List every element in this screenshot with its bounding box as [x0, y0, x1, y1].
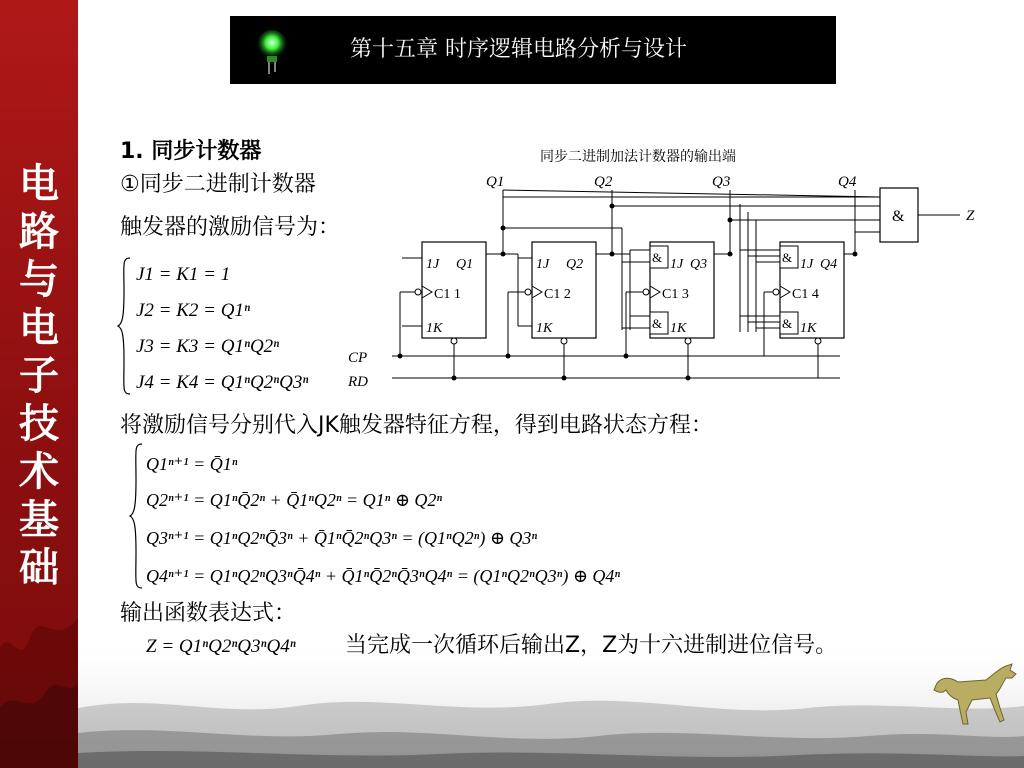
svg-text:&: &: [782, 316, 793, 331]
ff2-c: C1 2: [544, 287, 571, 302]
circuit-caption: 同步二进制加法计数器的输出端: [540, 150, 736, 165]
output-eq: Z = Q1ⁿQ2ⁿQ3ⁿQ4ⁿ: [146, 636, 296, 657]
state-eq-1: Q1ⁿ⁺¹ = Q̄1ⁿ: [146, 454, 238, 474]
sidebar-char: 技: [19, 401, 59, 447]
ff3-j: 1J: [670, 257, 684, 272]
excitation-eq-3: J3 = K3 = Q1ⁿQ2ⁿ: [136, 336, 280, 357]
section-heading: 1. 同步计数器: [120, 139, 262, 164]
ff2-k: 1K: [536, 321, 553, 336]
green-led-icon: [252, 30, 292, 74]
and-gate-symbol: &: [892, 208, 905, 225]
output-equation: [140, 628, 340, 664]
ff4-q: Q4: [820, 257, 838, 272]
state-equations: [128, 440, 648, 592]
output-note: 当完成一次循环后输出Z，Z为十六进制进位信号。: [345, 633, 838, 658]
state-eq-3: Q3ⁿ⁺¹ = Q1ⁿQ2ⁿQ̄3ⁿ + Q̄1ⁿQ̄2ⁿQ3ⁿ = (Q1ⁿQ2ⁿ) ⊕ Q3ⁿ: [146, 528, 538, 548]
excitation-eq-2: J2 = K2 = Q1ⁿ: [136, 300, 250, 321]
reset-label: RD: [348, 374, 368, 390]
output-z-label: Z: [966, 208, 975, 224]
ff3-q: Q3: [690, 257, 708, 272]
ff3-k: 1K: [670, 321, 687, 336]
sidebar-char: 与: [19, 257, 59, 303]
flipflop-2: [525, 242, 596, 344]
ff4-c: C1 4: [792, 287, 819, 302]
output-label-q2: Q2: [594, 174, 613, 190]
sub-heading: ①同步二进制计数器: [120, 172, 316, 197]
ff2-j: 1J: [536, 257, 550, 272]
ff4-k: 1K: [800, 321, 817, 336]
clock-label: CP: [348, 350, 368, 366]
sidebar-char: 术: [19, 449, 59, 495]
ff1-c: C1 1: [434, 287, 461, 302]
page-title: 第十五章 时序逻辑电路分析与设计: [350, 37, 687, 62]
ff1-j: 1J: [426, 257, 440, 272]
ff3-c: C1 3: [662, 287, 689, 302]
output-label-q1: Q1: [486, 174, 505, 190]
counter-circuit-diagram: [340, 140, 990, 402]
svg-text:&: &: [782, 250, 793, 265]
output-label: 输出函数表达式：: [120, 601, 297, 626]
sidebar-char: 基: [19, 497, 59, 543]
ff1-k: 1K: [426, 321, 443, 336]
sidebar: [0, 0, 78, 768]
flipflop-3: [643, 242, 714, 344]
svg-text:&: &: [652, 316, 663, 331]
svg-text:&: &: [652, 250, 663, 265]
horse-logo-icon: [930, 660, 1020, 728]
substitute-text: 将激励信号分别代入JK触发器特征方程，得到电路状态方程：: [120, 413, 713, 438]
sidebar-char: 电: [19, 161, 59, 207]
excitation-eq-1: J1 = K1 = 1: [136, 264, 231, 285]
excitation-equations: [116, 252, 346, 402]
sidebar-char: 础: [19, 545, 59, 591]
ff4-j: 1J: [800, 257, 814, 272]
flipflop-1: [415, 242, 486, 344]
ff2-q: Q2: [566, 257, 584, 272]
header-bar: [230, 16, 836, 84]
sidebar-char: 路: [19, 209, 59, 255]
sidebar-title: [0, 160, 78, 592]
ff1-q: Q1: [456, 257, 474, 272]
sidebar-char: 电: [19, 305, 59, 351]
state-eq-4: Q4ⁿ⁺¹ = Q1ⁿQ2ⁿQ3ⁿQ̄4ⁿ + Q̄1ⁿQ̄2ⁿQ̄3ⁿQ4ⁿ = (Q1ⁿQ2ⁿQ3ⁿ) ⊕ Q4ⁿ: [146, 566, 621, 586]
excitation-eq-4: J4 = K4 = Q1ⁿQ2ⁿQ3ⁿ: [136, 372, 309, 393]
output-label-q3: Q3: [712, 174, 731, 190]
flipflop-4: [773, 242, 844, 344]
output-label-q4: Q4: [838, 174, 857, 190]
excitation-label: 触发器的激励信号为：: [120, 215, 341, 240]
sidebar-char: 子: [19, 353, 59, 399]
state-eq-2: Q2ⁿ⁺¹ = Q1ⁿQ̄2ⁿ + Q̄1ⁿQ2ⁿ = Q1ⁿ ⊕ Q2ⁿ: [146, 490, 443, 510]
